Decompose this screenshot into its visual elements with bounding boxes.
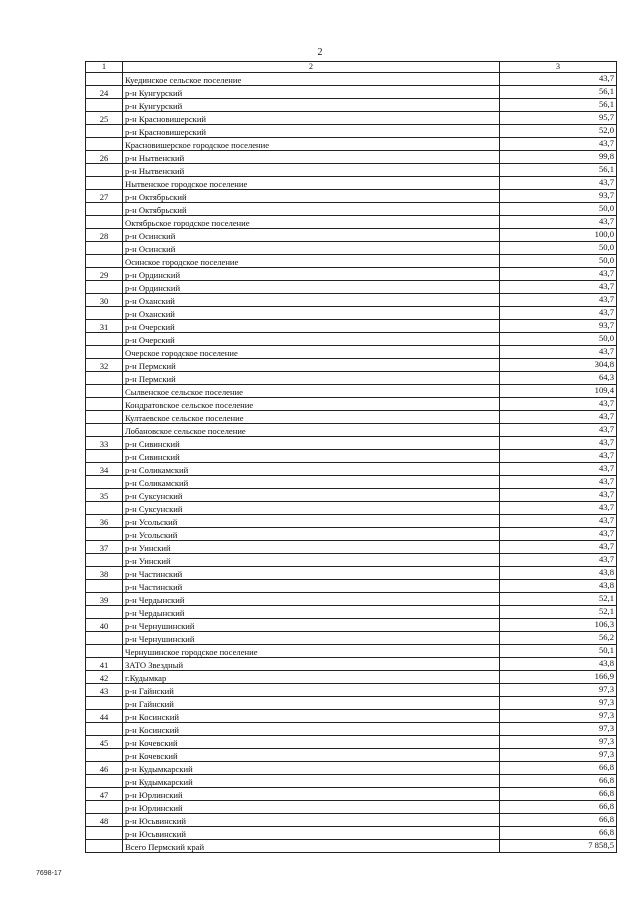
row-value-cell: 50,0 <box>500 242 617 255</box>
row-name-cell: Октябрьское городское поселение <box>123 216 500 229</box>
table-row <box>86 190 617 203</box>
row-number-cell: 28 <box>86 229 123 242</box>
row-name-cell: р-н Суксунский <box>123 489 500 502</box>
row-value-cell: 43,7 <box>500 398 617 411</box>
row-value-cell: 66,8 <box>500 827 617 840</box>
row-number-cell <box>86 203 123 216</box>
row-name-cell: р-н Пермский <box>123 359 500 372</box>
row-name-cell: р-н Очерский <box>123 333 500 346</box>
table-row <box>86 125 617 138</box>
table-row <box>86 515 617 528</box>
row-number-cell: 44 <box>86 710 123 723</box>
table-row <box>86 463 617 476</box>
row-value-cell: 100,0 <box>500 229 617 242</box>
row-number-cell <box>86 398 123 411</box>
row-value-cell: 43,7 <box>500 177 617 190</box>
table-row <box>86 710 617 723</box>
row-number-cell <box>86 450 123 463</box>
row-value-cell: 43,7 <box>500 73 617 86</box>
row-number-cell: 34 <box>86 463 123 476</box>
row-number-cell <box>86 528 123 541</box>
row-name-cell: Красновишерское городское поселение <box>123 138 500 151</box>
row-number-cell <box>86 255 123 268</box>
row-name-cell: р-н Юрлинский <box>123 788 500 801</box>
table-row <box>86 320 617 333</box>
row-number-cell <box>86 580 123 593</box>
row-name-cell: р-н Нытвенский <box>123 164 500 177</box>
row-value-cell: 43,7 <box>500 346 617 359</box>
row-value-cell: 50,1 <box>500 645 617 658</box>
table-row <box>86 775 617 788</box>
row-name-cell: Сылвенское сельское поселение <box>123 385 500 398</box>
row-value-cell: 43,7 <box>500 281 617 294</box>
header-col-3: 3 <box>500 62 617 73</box>
row-name-cell: р-н Косинский <box>123 710 500 723</box>
table-row <box>86 723 617 736</box>
row-name-cell: р-н Красновишерский <box>123 125 500 138</box>
row-name-cell: р-н Нытвенский <box>123 151 500 164</box>
table-row <box>86 658 617 671</box>
header-col-2: 2 <box>123 62 500 73</box>
row-number-cell <box>86 554 123 567</box>
row-name-cell: р-н Кочевский <box>123 736 500 749</box>
row-name-cell: р-н Очерский <box>123 320 500 333</box>
row-number-cell: 30 <box>86 294 123 307</box>
row-name-cell: р-н Пермский <box>123 372 500 385</box>
row-name-cell: р-н Усольский <box>123 528 500 541</box>
row-number-cell: 25 <box>86 112 123 125</box>
row-value-cell: 66,8 <box>500 814 617 827</box>
row-value-cell: 166,9 <box>500 671 617 684</box>
row-value-cell: 56,1 <box>500 164 617 177</box>
row-name-cell: р-н Октябрьский <box>123 190 500 203</box>
row-name-cell: р-н Оханский <box>123 294 500 307</box>
row-number-cell <box>86 645 123 658</box>
row-value-cell: 66,8 <box>500 801 617 814</box>
row-number-cell: 36 <box>86 515 123 528</box>
row-value-cell: 97,3 <box>500 736 617 749</box>
page-number: 2 <box>317 47 323 58</box>
row-name-cell: ЗАТО Звездный <box>123 658 500 671</box>
row-name-cell: р-н Кудымкарский <box>123 762 500 775</box>
row-number-cell: 26 <box>86 151 123 164</box>
row-number-cell: 39 <box>86 593 123 606</box>
row-value-cell: 66,8 <box>500 775 617 788</box>
row-value-cell: 43,8 <box>500 567 617 580</box>
table-body <box>86 62 617 853</box>
row-number-cell <box>86 346 123 359</box>
table-row <box>86 762 617 775</box>
row-value-cell: 50,0 <box>500 203 617 216</box>
table-row <box>86 112 617 125</box>
table-row <box>86 346 617 359</box>
row-value-cell: 97,3 <box>500 749 617 762</box>
row-value-cell: 64,3 <box>500 372 617 385</box>
row-number-cell: 47 <box>86 788 123 801</box>
row-name-cell: р-н Кочевский <box>123 749 500 762</box>
row-name-cell: Лобановское сельское поселение <box>123 424 500 437</box>
row-number-cell <box>86 749 123 762</box>
table-row <box>86 307 617 320</box>
row-name-cell: Очерское городское поселение <box>123 346 500 359</box>
row-value-cell: 95,7 <box>500 112 617 125</box>
row-value-cell: 43,7 <box>500 502 617 515</box>
row-value-cell: 50,0 <box>500 255 617 268</box>
table-row <box>86 632 617 645</box>
row-value-cell: 56,2 <box>500 632 617 645</box>
row-name-cell: р-н Соликамский <box>123 476 500 489</box>
row-value-cell: 43,7 <box>500 528 617 541</box>
row-number-cell <box>86 242 123 255</box>
table-row <box>86 86 617 99</box>
row-value-cell: 50,0 <box>500 333 617 346</box>
row-name-cell: Всего Пермский край <box>123 840 500 853</box>
row-value-cell: 43,7 <box>500 476 617 489</box>
row-name-cell: р-н Юсьвинский <box>123 814 500 827</box>
row-number-cell <box>86 73 123 86</box>
row-value-cell: 97,3 <box>500 723 617 736</box>
row-value-cell: 43,7 <box>500 268 617 281</box>
row-name-cell: Куединское сельское поселение <box>123 73 500 86</box>
row-number-cell: 32 <box>86 359 123 372</box>
row-value-cell: 109,4 <box>500 385 617 398</box>
row-name-cell: Кондратовское сельское поселение <box>123 398 500 411</box>
row-value-cell: 43,7 <box>500 541 617 554</box>
table-row <box>86 580 617 593</box>
table-row <box>86 359 617 372</box>
table-row <box>86 476 617 489</box>
row-name-cell: р-н Ординский <box>123 281 500 294</box>
row-number-cell <box>86 424 123 437</box>
row-number-cell <box>86 411 123 424</box>
row-number-cell <box>86 177 123 190</box>
row-name-cell: Култаевское сельское поселение <box>123 411 500 424</box>
row-value-cell: 66,8 <box>500 762 617 775</box>
table-header-row <box>86 62 617 73</box>
row-value-cell: 56,1 <box>500 86 617 99</box>
row-value-cell: 99,8 <box>500 151 617 164</box>
row-value-cell: 7 858,5 <box>500 840 617 853</box>
row-name-cell: р-н Оханский <box>123 307 500 320</box>
row-number-cell: 45 <box>86 736 123 749</box>
row-value-cell: 93,7 <box>500 190 617 203</box>
table-row <box>86 619 617 632</box>
row-name-cell: р-н Частинский <box>123 567 500 580</box>
row-number-cell: 31 <box>86 320 123 333</box>
row-name-cell: р-н Осинский <box>123 229 500 242</box>
table-row <box>86 73 617 86</box>
row-name-cell: р-н Юсьвинский <box>123 827 500 840</box>
row-number-cell <box>86 827 123 840</box>
row-number-cell <box>86 372 123 385</box>
row-value-cell: 43,8 <box>500 580 617 593</box>
row-value-cell: 43,7 <box>500 450 617 463</box>
row-value-cell: 56,1 <box>500 99 617 112</box>
row-name-cell: р-н Чернушинский <box>123 632 500 645</box>
row-value-cell: 97,3 <box>500 697 617 710</box>
row-number-cell: 42 <box>86 671 123 684</box>
table-row <box>86 385 617 398</box>
row-number-cell <box>86 125 123 138</box>
table-row <box>86 801 617 814</box>
row-value-cell: 43,7 <box>500 515 617 528</box>
row-value-cell: 52,1 <box>500 606 617 619</box>
table-row <box>86 502 617 515</box>
table-row <box>86 372 617 385</box>
header-col-1: 1 <box>86 62 123 73</box>
table-row <box>86 99 617 112</box>
row-value-cell: 66,8 <box>500 788 617 801</box>
row-name-cell: р-н Гайнский <box>123 684 500 697</box>
row-value-cell: 43,7 <box>500 489 617 502</box>
table-row <box>86 164 617 177</box>
table-row <box>86 593 617 606</box>
table-row <box>86 827 617 840</box>
row-name-cell: р-н Осинский <box>123 242 500 255</box>
row-value-cell: 43,8 <box>500 658 617 671</box>
row-value-cell: 43,7 <box>500 554 617 567</box>
table-row <box>86 203 617 216</box>
table-row <box>86 788 617 801</box>
table-row <box>86 177 617 190</box>
row-number-cell <box>86 840 123 853</box>
row-value-cell: 106,3 <box>500 619 617 632</box>
row-value-cell: 304,8 <box>500 359 617 372</box>
row-name-cell: Осинское городское поселение <box>123 255 500 268</box>
row-number-cell <box>86 99 123 112</box>
row-name-cell: р-н Кудымкарский <box>123 775 500 788</box>
row-number-cell <box>86 138 123 151</box>
row-number-cell <box>86 723 123 736</box>
row-value-cell: 43,7 <box>500 138 617 151</box>
row-number-cell <box>86 502 123 515</box>
row-number-cell: 46 <box>86 762 123 775</box>
row-number-cell: 33 <box>86 437 123 450</box>
table-row <box>86 398 617 411</box>
table-row <box>86 151 617 164</box>
table-row <box>86 671 617 684</box>
row-number-cell: 40 <box>86 619 123 632</box>
row-number-cell: 29 <box>86 268 123 281</box>
row-name-cell: р-н Суксунский <box>123 502 500 515</box>
row-number-cell: 43 <box>86 684 123 697</box>
table-row <box>86 411 617 424</box>
row-value-cell: 93,7 <box>500 320 617 333</box>
table-row <box>86 424 617 437</box>
row-number-cell: 27 <box>86 190 123 203</box>
table-row <box>86 541 617 554</box>
row-name-cell: р-н Уинский <box>123 554 500 567</box>
row-value-cell: 97,3 <box>500 710 617 723</box>
row-value-cell: 43,7 <box>500 424 617 437</box>
table-row <box>86 840 617 853</box>
row-name-cell: Нытвенское городское поселение <box>123 177 500 190</box>
table-row <box>86 255 617 268</box>
table-row <box>86 333 617 346</box>
table-row <box>86 450 617 463</box>
row-name-cell: р-н Сивинский <box>123 450 500 463</box>
row-number-cell <box>86 775 123 788</box>
row-number-cell: 24 <box>86 86 123 99</box>
table-row <box>86 684 617 697</box>
row-number-cell <box>86 697 123 710</box>
row-number-cell: 41 <box>86 658 123 671</box>
row-number-cell <box>86 216 123 229</box>
table-row <box>86 268 617 281</box>
table-row <box>86 242 617 255</box>
row-value-cell: 52,1 <box>500 593 617 606</box>
table-row <box>86 736 617 749</box>
table-row <box>86 294 617 307</box>
row-name-cell: р-н Уинский <box>123 541 500 554</box>
row-number-cell <box>86 164 123 177</box>
row-number-cell <box>86 801 123 814</box>
table-row <box>86 528 617 541</box>
row-number-cell <box>86 632 123 645</box>
row-value-cell: 43,7 <box>500 307 617 320</box>
row-value-cell: 43,7 <box>500 216 617 229</box>
row-name-cell: р-н Октябрьский <box>123 203 500 216</box>
row-name-cell: р-н Ординский <box>123 268 500 281</box>
row-value-cell: 43,7 <box>500 463 617 476</box>
row-name-cell: р-н Юрлинский <box>123 801 500 814</box>
row-name-cell: р-н Гайнский <box>123 697 500 710</box>
row-number-cell: 35 <box>86 489 123 502</box>
row-name-cell: р-н Частинский <box>123 580 500 593</box>
table-row <box>86 437 617 450</box>
table-row <box>86 489 617 502</box>
row-name-cell: р-н Соликамский <box>123 463 500 476</box>
table-row <box>86 606 617 619</box>
row-name-cell: г.Кудымкар <box>123 671 500 684</box>
row-value-cell: 43,7 <box>500 411 617 424</box>
row-value-cell: 97,3 <box>500 684 617 697</box>
row-number-cell <box>86 385 123 398</box>
row-number-cell <box>86 606 123 619</box>
row-name-cell: Чернушинское городское поселение <box>123 645 500 658</box>
row-name-cell: р-н Чердынский <box>123 606 500 619</box>
row-name-cell: р-н Усольский <box>123 515 500 528</box>
table-row <box>86 645 617 658</box>
row-number-cell: 37 <box>86 541 123 554</box>
table-row <box>86 749 617 762</box>
row-name-cell: р-н Косинский <box>123 723 500 736</box>
row-number-cell: 38 <box>86 567 123 580</box>
row-value-cell: 43,7 <box>500 437 617 450</box>
row-name-cell: р-н Чернушинский <box>123 619 500 632</box>
allocation-table <box>85 61 617 853</box>
table-row <box>86 138 617 151</box>
table-row <box>86 554 617 567</box>
row-name-cell: р-н Кунгурский <box>123 99 500 112</box>
table-row <box>86 697 617 710</box>
row-number-cell <box>86 307 123 320</box>
table-row <box>86 216 617 229</box>
row-number-cell: 48 <box>86 814 123 827</box>
table-row <box>86 281 617 294</box>
table-row <box>86 229 617 242</box>
document-code: 7698-17 <box>36 870 62 877</box>
row-name-cell: р-н Красновишерский <box>123 112 500 125</box>
row-name-cell: р-н Сивинский <box>123 437 500 450</box>
table-row <box>86 814 617 827</box>
row-name-cell: р-н Чердынский <box>123 593 500 606</box>
row-number-cell <box>86 281 123 294</box>
row-name-cell: р-н Кунгурский <box>123 86 500 99</box>
row-value-cell: 43,7 <box>500 294 617 307</box>
table-row <box>86 567 617 580</box>
row-number-cell <box>86 476 123 489</box>
row-number-cell <box>86 333 123 346</box>
row-value-cell: 52,0 <box>500 125 617 138</box>
